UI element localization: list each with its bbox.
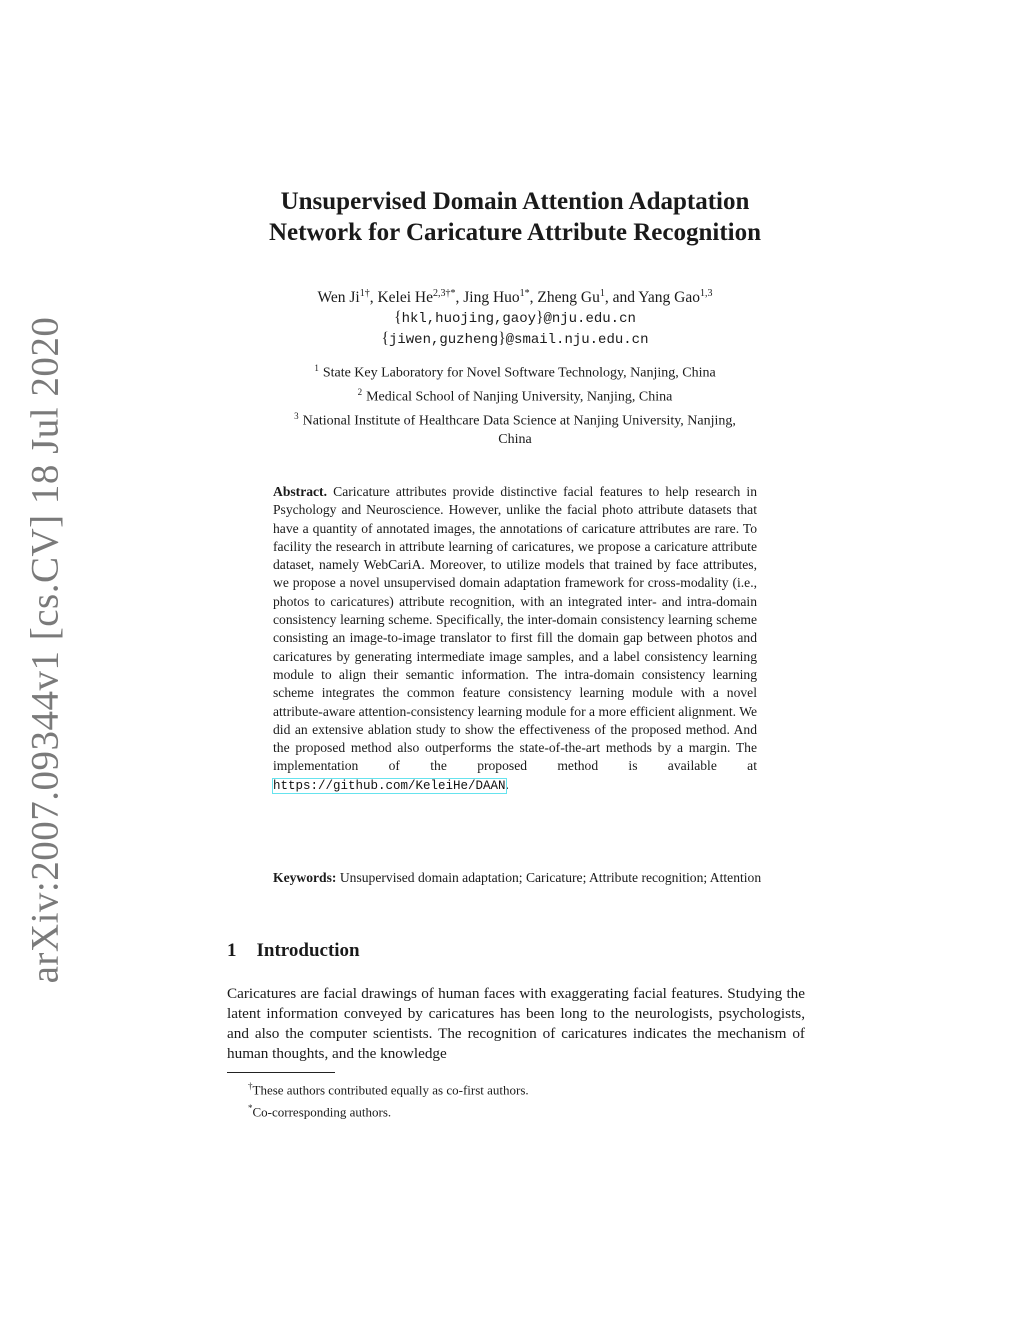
footnote-rule xyxy=(227,1072,335,1073)
abstract-end-punctuation: . xyxy=(505,776,509,792)
footnote-item xyxy=(248,1099,529,1121)
email-users: hkl,huojing,gaoy xyxy=(401,311,536,328)
keywords xyxy=(273,869,778,887)
intro-paragraph: Caricatures are facial drawings of human faces with exaggerating facial features. Studying the latent information conveyed by caricatures has been long to the neurologists, psychologists, and also the computer scientists. The recognition of caricatures indicates the mechanism of human thoughts, and the knowledge xyxy=(227,985,805,1062)
footnote-mark: † xyxy=(248,1081,253,1091)
email-line-2: {jiwen,guzheng}@smail.nju.edu.cn xyxy=(381,330,649,349)
author-list: Wen $Ji^{1\dagger}$, Kelei $He^{2,3\dagger*}$, Jing Huo$^{1*}$, Zheng Gu$^1$, and Yang Gao$^{1,3}$ xyxy=(317,288,713,307)
author-affil-mark: 1† xyxy=(359,288,370,299)
email-line-1: {hkl,huojing,gaoy}@nju.edu.cn xyxy=(394,309,636,328)
footnotes xyxy=(248,1077,529,1122)
author-affil-mark: 2,3†* xyxy=(432,288,456,299)
footnote-text: Co-corresponding authors. xyxy=(252,1104,392,1120)
footnote-item xyxy=(248,1077,529,1099)
affiliation-item xyxy=(230,383,800,407)
affiliation-number: 3 xyxy=(294,411,299,422)
affiliation-number: 1 xyxy=(314,363,319,373)
abstract xyxy=(273,483,757,795)
affiliation-text: State Key Laboratory for Novel Software Technology, Nanjing, China xyxy=(322,365,716,381)
title-line-1: Unsupervised Domain Attention Adaptation xyxy=(280,188,750,215)
author-name: Wen Ji xyxy=(317,289,360,307)
section-title: Introduction xyxy=(256,940,360,961)
affiliation-text: Medical School of Nanjing University, Nanjing, China xyxy=(366,389,673,405)
affiliation-item xyxy=(230,359,800,383)
title-line-2: Network for Caricature Attribute Recognition xyxy=(268,219,762,246)
footnote-text: These authors contributed equally as co-first authors. xyxy=(252,1082,529,1098)
affiliation-item xyxy=(230,407,800,431)
keywords-text: Unsupervised domain adaptation; Caricature; Attribute recognition; Attention xyxy=(339,870,762,885)
abstract-text: Caricature attributes provide distinctive facial features to help research in Psychology and Neuroscience. However, unlike the facial photo attribute datasets that have a quantity of annotated images, the annotations of caricature attributes are rare. To facility the research in attribute learning of caricatures, we propose a caricature attribute dataset, namely WebCariA. Moreover, to utilize models that trained by face attributes, we propose a novel unsupervised domain adaptation framework for cross-modality (i.e., photos to caricatures) attribute recognition, with an integrated inter- and intra-domain consistency learning scheme. Specifically, the inter-domain consistency learning scheme consisting an image-to-image translator to first fill the domain gap between photos and caricatures by generating intermediate image samples, and a label consistency learning module to align their semantic information. The intra-domain consistency learning scheme integrates the common feature consistency learning module with a novel attribute-aware attention-consistency learning module for a more efficient alignment. We did an extensive ablation study to show the effectiveness of the proposed method. And the proposed method also outperforms the state-of-the-art methods by a margin. The implementation of the proposed method is available at xyxy=(273,484,757,774)
author-name: Jing Huo xyxy=(463,289,520,307)
author-affil-mark: 1 xyxy=(599,288,605,299)
section-number: 1 xyxy=(227,940,237,961)
email-users: jiwen,guzheng xyxy=(388,332,499,349)
author-name: Yang Gao xyxy=(638,289,700,307)
author-affil-mark: 1* xyxy=(519,288,530,299)
paper-title xyxy=(200,186,830,248)
author-block xyxy=(200,284,830,350)
affiliations xyxy=(230,359,800,450)
email-domain: @nju.edu.cn xyxy=(543,311,636,328)
section-heading xyxy=(227,940,360,962)
email-domain: @smail.nju.edu.cn xyxy=(505,332,649,349)
affiliation-number: 2 xyxy=(357,387,363,398)
affiliation-text: National Institute of Healthcare Data Science at Nanjing University, Nanjing, xyxy=(302,413,736,429)
code-repository-link[interactable]: https://github.com/KeleiHe/DAAN xyxy=(273,778,506,793)
author-affil-mark: 1,3 xyxy=(700,288,713,299)
footnote-mark: * xyxy=(248,1103,253,1114)
affiliation-continuation: China xyxy=(498,432,532,448)
arxiv-identifier: arXiv:2007.09344v1 [cs.CV] 18 Jul 2020 xyxy=(23,316,67,984)
author-name: Kelei He xyxy=(377,289,433,307)
keywords-label: Keywords: xyxy=(273,870,337,885)
abstract-label: Abstract. xyxy=(273,484,327,499)
author-name: Zheng Gu xyxy=(537,289,600,307)
